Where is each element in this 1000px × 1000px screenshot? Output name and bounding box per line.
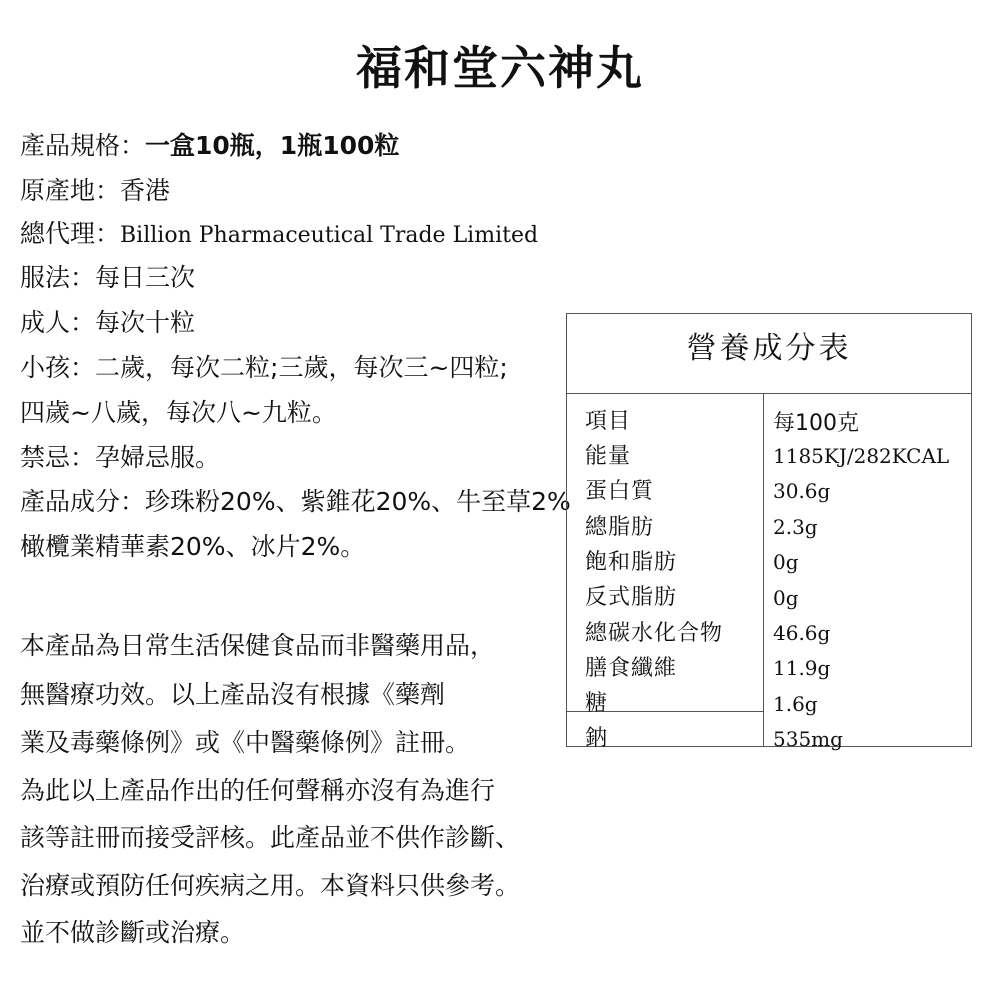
disclaimer-line: 並不做診斷或治療。 <box>20 918 246 947</box>
nutrition-row-value: 46.6g <box>773 621 831 645</box>
disclaimer-line: 業及毒藥條例》或《中醫藥條例》註冊。 <box>20 728 471 757</box>
nutrition-row-name: 能量 <box>585 444 632 469</box>
nutrition-table-title: 營養成分表 <box>567 314 971 394</box>
spec-line-size <box>20 128 399 164</box>
spec-key: 總代理： <box>20 219 121 248</box>
nutrition-row-value: 1185KJ/282KCAL <box>773 444 950 468</box>
disclaimer-line: 本產品為日常生活保健食品而非醫藥用品， <box>20 631 496 660</box>
spec-key: 服法： <box>20 263 96 292</box>
spec-key: 原產地： <box>20 176 121 205</box>
nutrition-row-name: 糖 <box>585 691 609 716</box>
nutrition-row-value: 11.9g <box>773 656 831 680</box>
spec-key: 產品成分： <box>20 487 146 516</box>
spec-line-child-cont <box>20 395 337 431</box>
disclaimer-line: 為此以上產品作出的任何聲稱亦沒有為進行 <box>20 776 496 805</box>
spec-line-ingredients-cont <box>20 529 365 565</box>
nutrition-row-name: 總脂肪 <box>585 515 655 540</box>
nutrition-row-name: 膳食纖維 <box>585 656 678 681</box>
nutrition-row-value: 30.6g <box>773 479 831 503</box>
spec-value: Billion Pharmaceutical Trade Limited <box>120 223 539 248</box>
nutrition-row-value: 0g <box>773 586 799 610</box>
spec-line-adult <box>20 305 195 341</box>
nutrition-row-value: 2.3g <box>773 515 818 539</box>
spec-value: 孕婦忌服。 <box>95 443 221 472</box>
spec-value: 每次十粒 <box>95 308 196 337</box>
spec-line-origin <box>20 173 170 209</box>
disclaimer-line: 無醫療功效。以上產品沒有根據《藥劑 <box>20 680 446 709</box>
spec-value: 橄欖業精華素20%、冰片2%。 <box>20 532 366 561</box>
nutrition-row-name: 飽和脂肪 <box>585 550 678 575</box>
spec-value: 每日三次 <box>95 263 196 292</box>
spec-value: 珍珠粉20%、紫錐花20%、牛至草2% <box>145 487 571 516</box>
nutrition-row-name: 總碳水化合物 <box>585 621 724 646</box>
spec-line-contraindication <box>20 440 220 476</box>
nutrition-row-name: 蛋白質 <box>585 479 655 504</box>
spec-key: 成人： <box>20 308 96 337</box>
spec-value: 香港 <box>120 176 171 205</box>
nutrition-row-name: 反式脂肪 <box>585 585 678 610</box>
spec-key: 產品規格： <box>20 131 146 160</box>
nutrition-row-value: 1.6g <box>773 692 818 716</box>
spec-value: 四歲~八歲，每次八~九粒。 <box>20 398 337 427</box>
nutrition-header-name: 項目 <box>585 409 632 434</box>
nutrition-row-value: 535mg <box>773 727 843 751</box>
page-title: 福和堂六神丸 <box>356 41 644 95</box>
spec-line-child <box>20 350 508 386</box>
nutrition-column-divider <box>763 393 764 746</box>
spec-line-ingredients <box>20 484 571 520</box>
disclaimer-line: 該等註冊而接受評核。此產品並不供作診斷、 <box>20 823 521 852</box>
spec-line-dosage <box>20 260 195 296</box>
spec-key: 禁忌： <box>20 443 96 472</box>
disclaimer-line: 治療或預防任何疾病之用。本資料只供參考。 <box>20 871 521 900</box>
spec-value: 二歲，每次二粒;三歲，每次三~四粒; <box>95 353 508 382</box>
spec-key: 小孩： <box>20 353 96 382</box>
spec-line-distributor <box>20 216 538 254</box>
nutrition-row-value: 0g <box>773 550 799 574</box>
nutrition-header-value: 每100克 <box>773 411 859 436</box>
nutrition-table <box>566 313 972 751</box>
nutrition-row-name: 鈉 <box>585 726 609 751</box>
spec-value: 一盒10瓶，1瓶100粒 <box>145 131 400 160</box>
